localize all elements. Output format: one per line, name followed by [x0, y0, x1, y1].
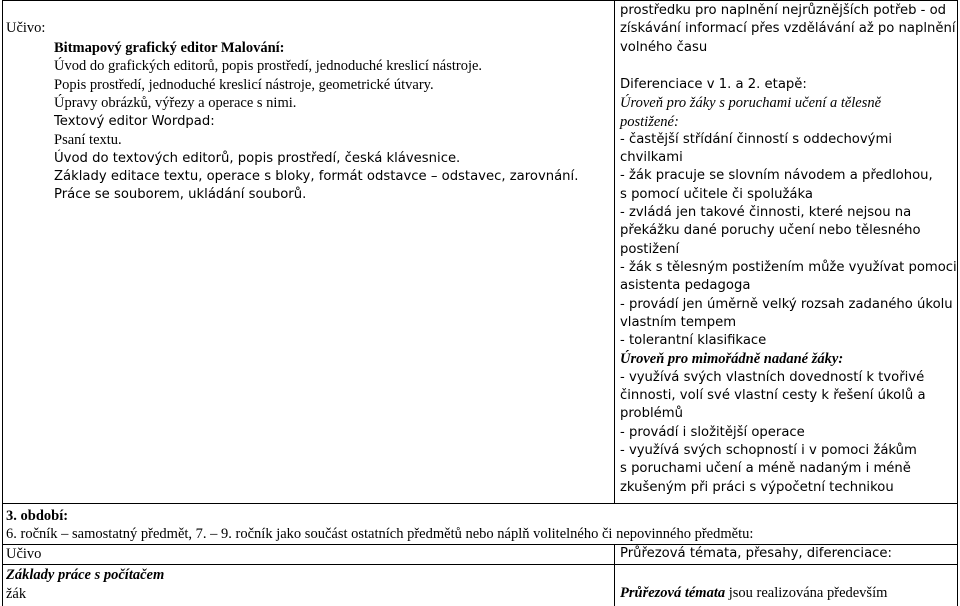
- intro-line: volného času: [620, 39, 708, 55]
- col2-bold: Průřezová témata: [620, 585, 726, 602]
- group1-line: postižení: [620, 241, 680, 257]
- diff-title: Diferenciace v 1. a 2. etapě:: [620, 77, 807, 92]
- group2-line: s poruchami učení a méně nadaným i méně: [620, 461, 911, 477]
- section2-line: Základy editace textu, operace s bloky, formát odstavce – odstavec, zarovnání.: [54, 168, 579, 184]
- group2-line: - využívá svých schopností i v pomoci žákům: [620, 442, 917, 458]
- group2-line: - využívá svých vlastních dovedností k tvořivé: [620, 369, 925, 385]
- group1-line: s pomocí učitele či spolužáka: [620, 186, 813, 202]
- section1-line: Úpravy obrázků, výřezy a operace s nimi.: [54, 95, 297, 112]
- table-border-right-bottom: [957, 503, 958, 606]
- table-border-middle-top: [614, 0, 615, 503]
- group1-line: - častější střídání činností s oddechovými: [620, 131, 892, 147]
- group2-line: zkušeným při práci s výpočetní technikou: [620, 479, 894, 495]
- table-border-left-top: [2, 0, 3, 503]
- intro-line: prostředku pro naplnění nejrůznějších potřeb - od: [620, 3, 947, 18]
- left-heading: Učivo:: [6, 20, 46, 36]
- group1-line: překážku dané poruchy učení nebo tělesného: [620, 223, 921, 239]
- group1-title: postižené:: [620, 113, 679, 130]
- section-malovani-rest: [54, 76, 434, 113]
- section2-line: Úvod do textových editorů, popis prostředí, česká klávesnice.: [54, 150, 461, 166]
- section1-line: Popis prostředí, jednoduché kreslicí nástroje, geometrické útvary.: [54, 77, 434, 93]
- col1-line: žák: [6, 585, 27, 602]
- bottom-col1: [6, 545, 164, 603]
- col2-line: [620, 584, 892, 602]
- group2-line: - provádí i složitější operace: [620, 424, 805, 440]
- group1-line: vlastním tempem: [620, 314, 737, 330]
- group2-line: činnosti, volí své vlastní cesty k řešení úkolů a: [620, 388, 926, 404]
- group1-title: Úroveň pro žáky s poruchami učení a tělesně: [620, 95, 882, 112]
- group1-line: - provádí jen úměrně velký rozsah zadaného úkolu: [620, 296, 953, 312]
- group2-line: problémů: [620, 406, 683, 422]
- section2-line: Psaní textu.: [54, 132, 122, 149]
- group2-title: Úroveň pro mimořádně nadané žáky:: [620, 351, 844, 368]
- left-cell: [6, 19, 45, 37]
- group1-line: chvilkami: [620, 150, 683, 166]
- col2-rest: jsou realizována především: [725, 585, 888, 602]
- right-cell-diff: [620, 76, 957, 497]
- section-malovani: [54, 39, 482, 76]
- section1-line: Úvod do grafických editorů, popis prostředí, jednoduché kreslicí nástroje.: [54, 58, 483, 75]
- period-section: [6, 507, 753, 544]
- table-border-right-top: [957, 0, 958, 503]
- intro-line: získávání informací přes vzdělávání až po naplnění: [620, 21, 956, 37]
- group1-line: - žák pracuje se slovním návodem a předlohou,: [620, 168, 933, 184]
- table-border-mid: [2, 503, 958, 504]
- table-border-left-bottom: [2, 503, 3, 606]
- group1-line: - tolerantní klasifikace: [620, 333, 767, 349]
- bottom-col2: [620, 545, 892, 603]
- table-border-middle-bottom: [614, 544, 615, 606]
- section2-title: Textový editor Wordpad:: [54, 114, 215, 129]
- col2-header: Průřezová témata, přesahy, diferenciace:: [620, 546, 892, 561]
- group1-line: - zvládá jen takové činnosti, které nejsou na: [620, 205, 912, 221]
- right-cell: [620, 2, 956, 57]
- col1-subtitle: Základy práce s počítačem: [6, 567, 165, 584]
- group1-line: - žák s tělesným postižením může využívat pomoci: [620, 259, 957, 275]
- col1-header: Učivo: [6, 546, 42, 562]
- table-border-top: [2, 0, 958, 1]
- group1-line: asistenta pedagoga: [620, 278, 751, 294]
- section1-title: Bitmapový grafický editor Malování:: [54, 40, 285, 56]
- section2-line: Práce se souborem, ukládání souborů.: [54, 187, 307, 203]
- period-title: 3. období:: [6, 508, 69, 524]
- period-subtitle: 6. ročník – samostatný předmět, 7. – 9. ročník jako součást ostatních předmětů nebo náplň volitelného či nepovinného předmětu:: [6, 526, 754, 543]
- section-wordpad: [54, 113, 578, 204]
